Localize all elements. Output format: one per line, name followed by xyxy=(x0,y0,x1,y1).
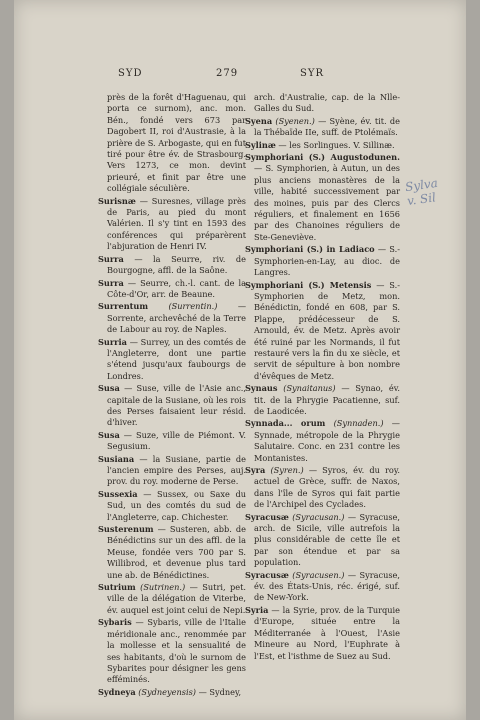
entry-adjective-form: (Syren.) xyxy=(270,465,304,475)
dictionary-entry xyxy=(245,152,400,243)
dictionary-entry xyxy=(98,337,246,383)
entry-definition: — Synao, év. tit. de la Phrygie Pacatienne, suf. de Laodicée. xyxy=(254,383,400,416)
entry-headword: Susterenum xyxy=(98,524,154,535)
entry-headword: Synnada... orum xyxy=(245,418,326,429)
dictionary-entry xyxy=(98,254,246,277)
dictionary-entry xyxy=(245,418,400,464)
entry-definition: — Susteren, abb. de Bénédictins sur un des affl. de la Meuse, fondée vers 700 par S. Willibrod, et devenue plus tard une ab. de Bénédictines. xyxy=(107,524,246,580)
handwritten-margin-note xyxy=(404,176,440,208)
entry-headword: Synaus xyxy=(245,383,278,394)
entry-headword: Susa xyxy=(98,429,120,440)
entry-definition: — Seurre, ch.-l. cant. de la Côte-d'Or, arr. de Beaune. xyxy=(107,277,246,299)
dictionary-entry xyxy=(245,605,400,662)
entry-headword: Surrentum xyxy=(98,301,149,312)
entry-headword: Sussexia xyxy=(98,488,138,499)
entry-definition: — Syracuse, év. des États-Unis, réc. érigé, suf. de New-York. xyxy=(254,569,400,603)
dictionary-entry xyxy=(98,617,246,685)
entry-definition: — Suresnes, village près de Paris, au pied du mont Valérien. Il s'y tint en 1593 des conférences qui préparèrent l'abjuration de Henri IV. xyxy=(107,195,246,252)
entry-adjective-form: (Syracusan.) xyxy=(292,511,345,522)
entry-adjective-form: (Surrentin.) xyxy=(168,301,218,312)
entry-adjective-form: (Synnaden.) xyxy=(333,418,384,429)
entry-headword: Symphoriani (S.) in Ladiaco xyxy=(245,244,375,255)
book-page xyxy=(14,0,466,720)
dictionary-entry xyxy=(245,244,400,278)
dictionary-entry xyxy=(98,301,246,335)
entry-headword: Sybaris xyxy=(98,617,132,628)
entry-headword: Susa xyxy=(98,383,120,394)
entry-headword: Susiana xyxy=(98,453,135,464)
entry-headword: Surisnæ xyxy=(98,195,136,206)
entry-adjective-form: (Syracusen.) xyxy=(292,569,345,580)
dictionary-entry xyxy=(98,383,246,429)
header-left: SYD xyxy=(118,68,143,79)
dictionary-entry xyxy=(98,454,246,488)
entry-headword: Sylinæ xyxy=(245,139,276,150)
entry-definition: — la Susiane, partie de l'ancien empire des Perses, auj. prov. du roy. moderne de Perse. xyxy=(107,453,246,487)
dictionary-entry xyxy=(245,140,400,151)
entry-definition: — les Sorlingues. V. Sillinæ. xyxy=(275,139,395,150)
dictionary-entry xyxy=(245,280,400,383)
entry-definition: — la Seurre, riv. de Bourgogne, affl. de la Saône. xyxy=(107,253,246,276)
entry-definition: — S. Symphorien, à Autun, un des plus anciens monastères de la ville, habité successivement par des moines, puis par des Clercs réguliers, et finalement en 1656 par des Chanoines réguliers de Ste-Geneviève. xyxy=(254,163,400,242)
entry-headword: Surra xyxy=(98,277,124,288)
entry-definition: — Syène, év. tit. de la Thébaïde IIe, suff. de Ptolémaïs. xyxy=(254,115,400,138)
entry-headword: Surria xyxy=(98,336,127,347)
dictionary-entry xyxy=(245,116,400,139)
entry-definition: — Surrey, un des comtés de l'Angleterre, dont une partie s'étend jusqu'aux faubourgs de Londres. xyxy=(107,336,246,381)
dictionary-entry xyxy=(245,92,400,115)
dictionary-entry xyxy=(245,465,400,511)
entry-definition: — Synnade, métropole de la Phrygie Salutaire. Conc. en 231 contre les Montanistes. xyxy=(254,418,400,463)
dictionary-entry xyxy=(245,512,400,569)
entry-adjective-form: (Synaitanus) xyxy=(283,383,336,394)
entry-headword: Syena xyxy=(245,115,273,126)
entry-definition: — Sydney, xyxy=(195,686,242,697)
entry-adjective-form: (Sutrinen.) xyxy=(140,582,186,593)
entry-headword: Symphoriani (S.) Augustodunen. xyxy=(245,152,400,163)
dictionary-entry xyxy=(98,489,246,523)
entry-definition: — Sutri, pet. ville de la délégation de Viterbe, év. auquel est joint celui de Nepi. xyxy=(107,582,246,615)
header-right: SYR xyxy=(300,68,324,79)
dictionary-entry xyxy=(98,524,246,581)
margin-note-line-2: v. Sil xyxy=(406,190,437,209)
dictionary-entry xyxy=(98,92,246,195)
right-column xyxy=(245,92,400,663)
page-number: 279 xyxy=(216,68,239,79)
entry-headword: Symphoriani (S.) Metensis xyxy=(245,279,372,290)
dictionary-entry xyxy=(98,196,246,253)
margin-note-line-1: Sylva xyxy=(404,175,439,195)
entry-definition: arch. d'Australie, cap. de la Nlle-Galles du Sud. xyxy=(254,92,400,114)
entry-definition: — Sorrente, archevêché de la Terre de Labour au roy. de Naples. xyxy=(107,301,247,335)
entry-definition: — Syracuse, arch. de Sicile, ville autrefois la plus considérable de cette île et par son étendue et par sa population. xyxy=(254,511,400,568)
entry-headword: Sydneya xyxy=(98,686,136,697)
dictionary-entry xyxy=(245,383,400,417)
entry-definition: — Suse, ville de l'Asie anc., capitale de la Susiane, où les rois des Perses faisaient leur résid. d'hiver. xyxy=(107,383,246,428)
entry-headword: Syria xyxy=(245,604,269,615)
dictionary-entry xyxy=(98,430,246,453)
left-column xyxy=(98,92,246,699)
entry-headword: Sutrium xyxy=(98,582,136,593)
entry-adjective-form: (Sydneyensis) xyxy=(138,686,196,697)
dictionary-entry xyxy=(98,278,246,301)
dictionary-entry xyxy=(98,687,246,698)
entry-headword: Syracusæ xyxy=(245,569,289,580)
entry-definition: — la Syrie, prov. de la Turquie d'Europe, située entre la Méditerranée à l'Ouest, l'Asie Mineure au Nord, l'Euphrate à l'Est, et l'isthme de Suez au Sud. xyxy=(254,604,400,661)
entry-definition: — Sussex, ou Saxe du Sud, un des comtés du sud de l'Angleterre, cap. Chichester. xyxy=(107,488,246,522)
entry-definition: — Suze, ville de Piémont. V. Segusium. xyxy=(107,429,246,452)
entry-adjective-form: (Syenen.) xyxy=(275,115,315,126)
entry-definition: près de la forêt d'Haguenau, qui porta ce surnom), anc. mon. Bén., fondé vers 673 par Dagobert II, roi d'Austrasie, à la prière de S. Arbogaste, qui en fut tiré pour être év. de Strasbourg. Vers 1273, ce mon. devint prieuré, et finit par être une collégiale séculière. xyxy=(107,92,246,194)
entry-headword: Syracusæ xyxy=(245,511,289,522)
dictionary-entry xyxy=(98,582,246,616)
dictionary-entry xyxy=(245,570,400,604)
entry-definition: — S.-Symphorien de Metz, mon. Bénédictin, fondé en 608, par S. Plappe, prédécesseur de S. Arnould, év. de Metz. Après avoir été ruiné par les Normands, il fut restauré vers la fin du xe siècle, et servit de sépulture à bon nombre d'évêques de Metz. xyxy=(254,279,400,381)
entry-definition: — Sybaris, ville de l'Italie méridionale anc., renommée par la mollesse et la sensualité de ses habitants, d'où le surnom de Sybarites pour désigner les gens efféminés. xyxy=(107,617,246,685)
entry-definition: — Syros, év. du roy. actuel de Grèce, suffr. de Naxos, dans l'île de Syros qui fait partie de l'Archipel des Cyclades. xyxy=(254,465,400,510)
entry-headword: Syra xyxy=(245,465,266,475)
entry-headword: Surra xyxy=(98,253,124,264)
entry-definition: — S.-Symphorien-en-Lay, au dioc. de Langres. xyxy=(254,244,400,278)
